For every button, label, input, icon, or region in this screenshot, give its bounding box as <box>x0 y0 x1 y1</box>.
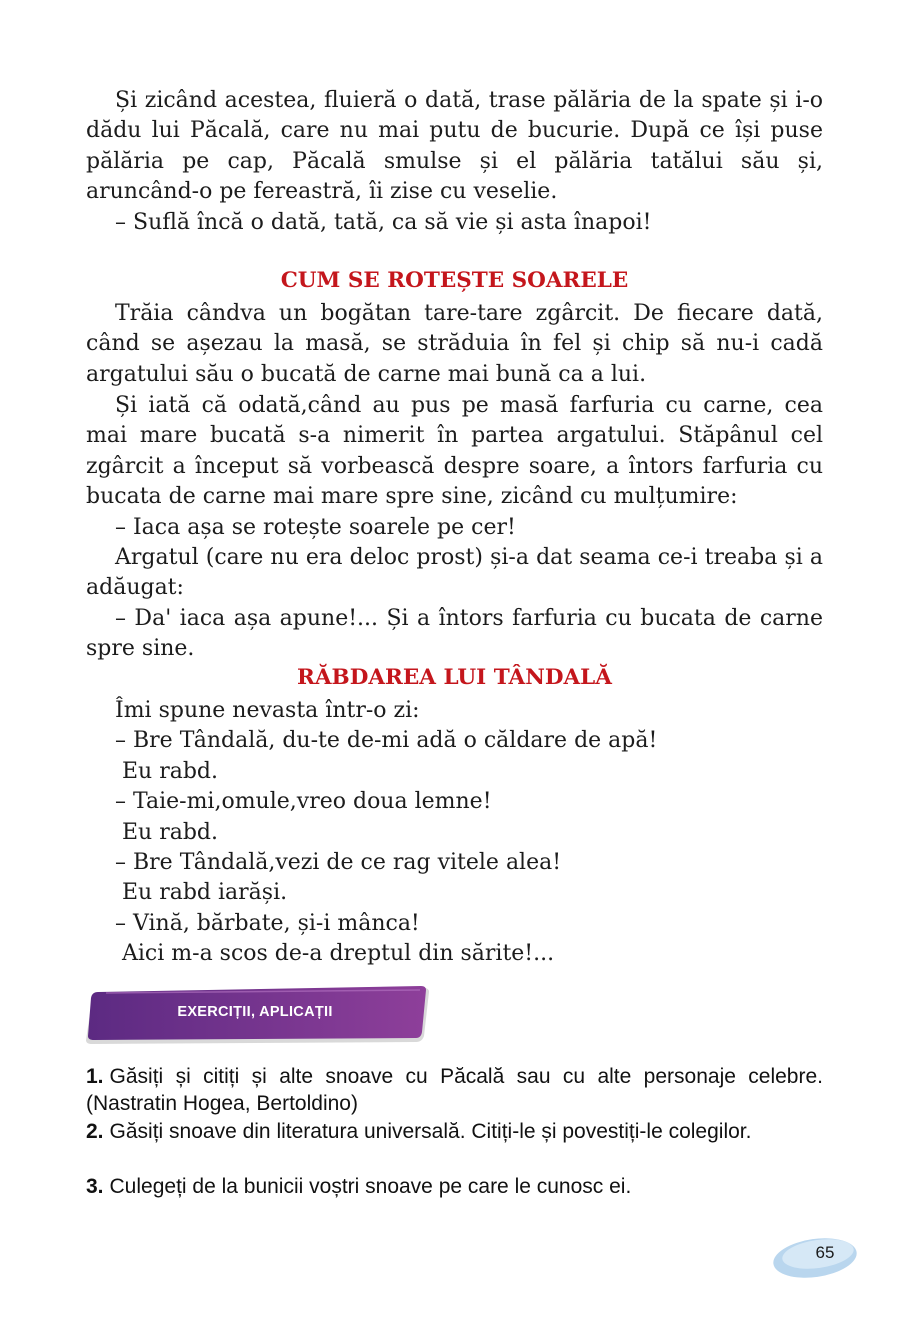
story3-line: Eu rabd iarăși. <box>115 880 288 905</box>
story3-line: Eu rabd. <box>115 820 219 845</box>
exercise-item <box>86 1118 823 1145</box>
story3-line: – Vină, bărbate, și-i mânca! <box>115 911 420 936</box>
story2-dialogue-2: – Da' iaca așa apune!... Și a întors farfuria cu bucata de carne spre sine. <box>86 606 823 662</box>
story2-paragraph-2: Și iată că odată,când au pus pe masă farfuria cu carne, cea mai mare bucată s-a nimerit în partea argatului. Stăpânul cel zgârcit a început să vorbească despre soare, a întors farfuria cu bucata de carne mai mare spre sine, zicând cu mulțumire: <box>86 393 823 510</box>
exercise-text: Găsiți snoave din literatura universală. Citiți-le și povestiți-le colegilor. <box>109 1120 752 1143</box>
exercise-number: 3. <box>86 1175 104 1198</box>
story3-title: RĂBDAREA LUI TÂNDALĂ <box>297 665 612 690</box>
story1-dialogue: – Suflă încă o dată, tată, ca să vie și asta înapoi! <box>115 210 652 235</box>
exercise-number: 1. <box>86 1065 104 1088</box>
exercise-text: Culegeți de la bunicii voștri snoave pe care le cunosc ei. <box>109 1175 632 1198</box>
exercise-item <box>86 1173 823 1200</box>
story3-line: Aici m-a scos de-a dreptul din sărite!... <box>115 941 555 966</box>
story3-line: – Taie-mi,omule,vreo doua lemne! <box>115 789 492 814</box>
banner-label: EXERCIȚII, APLICAȚII <box>177 1004 333 1020</box>
story2-dialogue-1: – Iaca așa se rotește soarele pe cer! <box>115 515 516 540</box>
story3-line: – Bre Tândală, du-te de-mi adă o căldare de apă! <box>115 728 658 753</box>
story2-paragraph-3: Argatul (care nu era deloc prost) și-a dat seama ce-i treaba și a adăugat: <box>86 545 823 601</box>
exercise-text: Găsiți și citiți și alte snoave cu Păcală sau cu alte personaje celebre. (Nastratin Hogea, Bertoldino) <box>86 1065 823 1115</box>
story3-line: – Bre Tândală,vezi de ce rag vitele alea! <box>115 850 562 875</box>
exercise-item <box>86 1063 823 1117</box>
story3-line: Îmi spune nevasta într-o zi: <box>115 698 420 723</box>
story3-line: Eu rabd. <box>115 759 219 784</box>
exercise-number: 2. <box>86 1120 104 1143</box>
story1-paragraph-1: Și zicând acestea, fluieră o dată, trase pălăria de la spate și i-o dădu lui Păcală, care nu mai putu de bucurie. După ce își puse pălăria pe cap, Păcală smulse și el pălăria tatălui său și, aruncând-o pe fereastră, îi zise cu veselie. <box>86 88 823 205</box>
page-number: 65 <box>815 1243 835 1262</box>
story2-title: CUM SE ROTEȘTE SOARELE <box>280 268 629 293</box>
story2-paragraph-1: Trăia cândva un bogătan tare-tare zgârcit. De fiecare dată, când se așezau la masă, se străduia în fel și chip să nu-i cadă argatului său o bucată de carne mai bună ca a lui. <box>86 301 823 387</box>
exercises-banner <box>86 986 430 1048</box>
